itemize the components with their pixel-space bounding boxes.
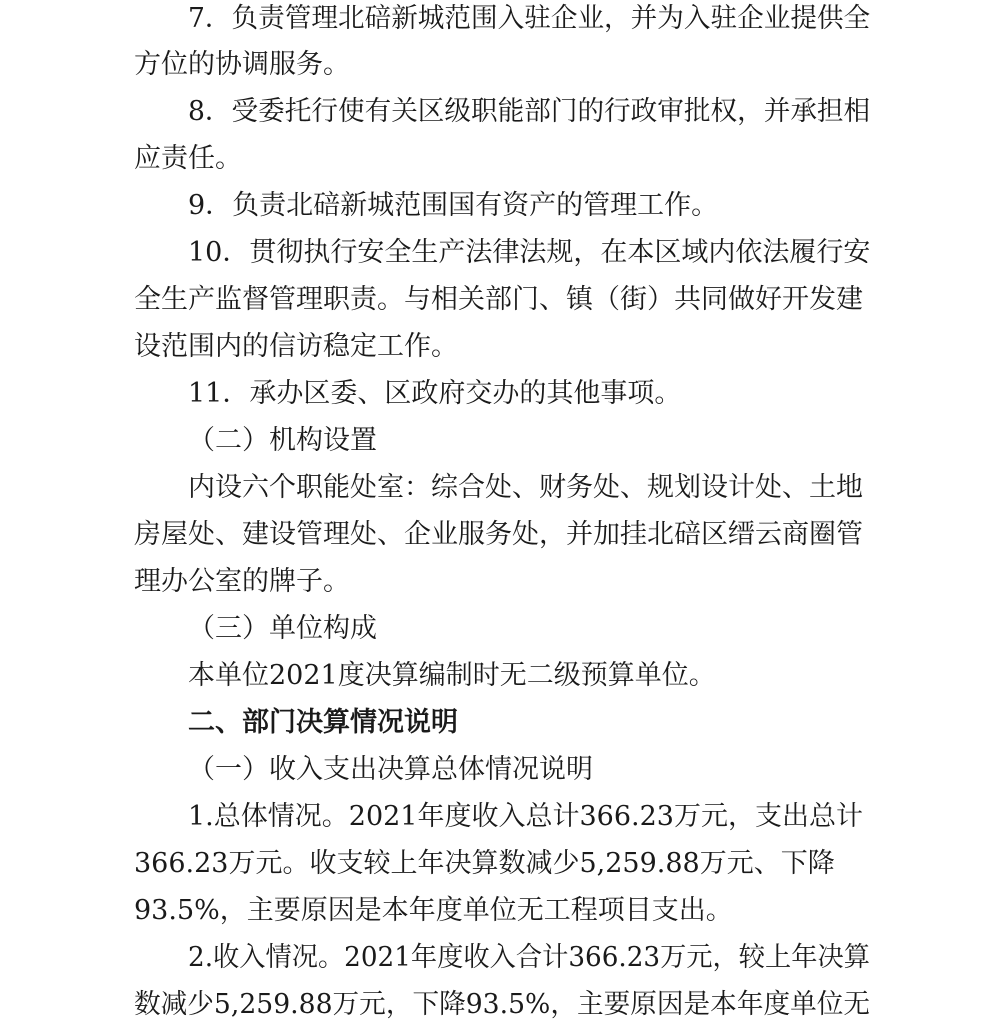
duty-item-8-line-1: 8．受委托行使有关区级职能部门的行政审批权，并承担相 [188, 96, 871, 127]
duty-item-9: 9．负责北碚新城范围国有资产的管理工作。 [188, 190, 719, 221]
section-org-structure-heading: （二）机构设置 [188, 425, 377, 456]
income-line-2: 数减少5,259.88万元，下降93.5%，主要原因是本年度单位无 [134, 989, 871, 1020]
duty-item-7-line-2: 方位的协调服务。 [134, 49, 350, 80]
section-overview-heading: （一）收入支出决算总体情况说明 [188, 754, 593, 785]
org-structure-line-2: 房屋处、建设管理处、企业服务处，并加挂北碚区缙云商圈管 [134, 519, 863, 550]
org-structure-line-3: 理办公室的牌子。 [134, 566, 350, 597]
overview-line-2: 366.23万元。收支较上年决算数减少5,259.88万元、下降 [134, 848, 835, 879]
overview-line-1: 1.总体情况。2021年度收入总计366.23万元，支出总计 [188, 801, 863, 832]
duty-item-7-line-1: 7．负责管理北碚新城范围入驻企业，并为入驻企业提供全 [188, 3, 871, 34]
duty-item-8-line-2: 应责任。 [134, 143, 242, 174]
chapter-two-heading: 二、部门决算情况说明 [188, 707, 458, 738]
income-line-1: 2.收入情况。2021年度收入合计366.23万元，较上年决算 [188, 942, 870, 973]
unit-composition-text: 本单位2021度决算编制时无二级预算单位。 [188, 660, 716, 691]
section-unit-composition-heading: （三）单位构成 [188, 613, 377, 644]
org-structure-line-1: 内设六个职能处室：综合处、财务处、规划设计处、土地 [188, 472, 863, 503]
duty-item-10-line-2: 全生产监督管理职责。与相关部门、镇（街）共同做好开发建 [134, 284, 863, 315]
overview-line-3: 93.5%，主要原因是本年度单位无工程项目支出。 [134, 895, 733, 926]
duty-item-10-line-1: 10．贯彻执行安全生产法律法规，在本区域内依法履行安 [188, 237, 871, 268]
duty-item-11: 11．承办区委、区政府交办的其他事项。 [188, 378, 682, 409]
duty-item-10-line-3: 设范围内的信访稳定工作。 [134, 331, 458, 362]
